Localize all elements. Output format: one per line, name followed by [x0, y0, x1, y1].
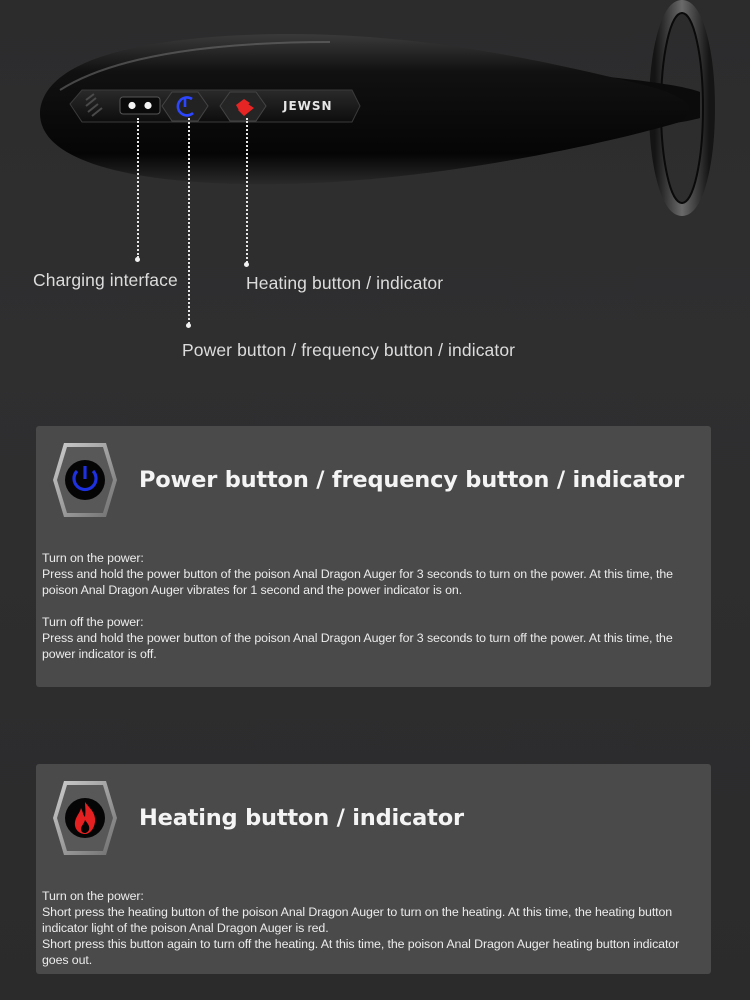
charging-leader-line	[137, 118, 139, 258]
heating-leader-dot	[244, 262, 249, 267]
callout-power-button: Power button / frequency button / indicator	[182, 340, 516, 360]
heating-section-panel	[36, 764, 711, 974]
callout-heating-button: Heating button / indicator	[246, 273, 444, 293]
body-line: Press and hold the power button of the poison Anal Dragon Auger for 3 seconds to turn on the power. At this time, the poison Anal Dragon Auger vibrates for 1 second and the power indicator is on.	[42, 567, 673, 597]
power-icon	[52, 442, 118, 518]
body-line: Short press the heating button of the poison Anal Dragon Auger to turn on the heating. At this time, the heating button indicator light of the poison Anal Dragon Auger is red.	[42, 905, 673, 935]
power-leader-dot	[186, 323, 191, 328]
section-body	[42, 888, 705, 968]
product-image	[0, 0, 750, 240]
body-line: Turn on the power:	[42, 551, 144, 565]
section-title: Heating button / indicator	[139, 805, 464, 831]
charging-leader-dot	[135, 257, 140, 262]
body-line: Turn on the power:	[42, 889, 144, 903]
brand-logo: JEWSN	[283, 99, 333, 113]
section-body	[42, 550, 705, 662]
callout-charging-interface: Charging interface	[33, 270, 178, 290]
flame-icon	[52, 780, 118, 856]
body-line: Press and hold the power button of the poison Anal Dragon Auger for 3 seconds to turn off the power. At this time, the power indicator is off.	[42, 631, 673, 661]
heating-leader-line	[246, 118, 248, 263]
power-leader-line	[188, 118, 190, 324]
body-line: Turn off the power:	[42, 615, 144, 629]
section-title: Power button / frequency button / indicator	[139, 467, 685, 493]
body-line: Short press this button again to turn off the heating. At this time, the poison Anal Dragon Auger heating button indicator goes out.	[42, 937, 680, 967]
power-section-panel	[36, 426, 711, 687]
